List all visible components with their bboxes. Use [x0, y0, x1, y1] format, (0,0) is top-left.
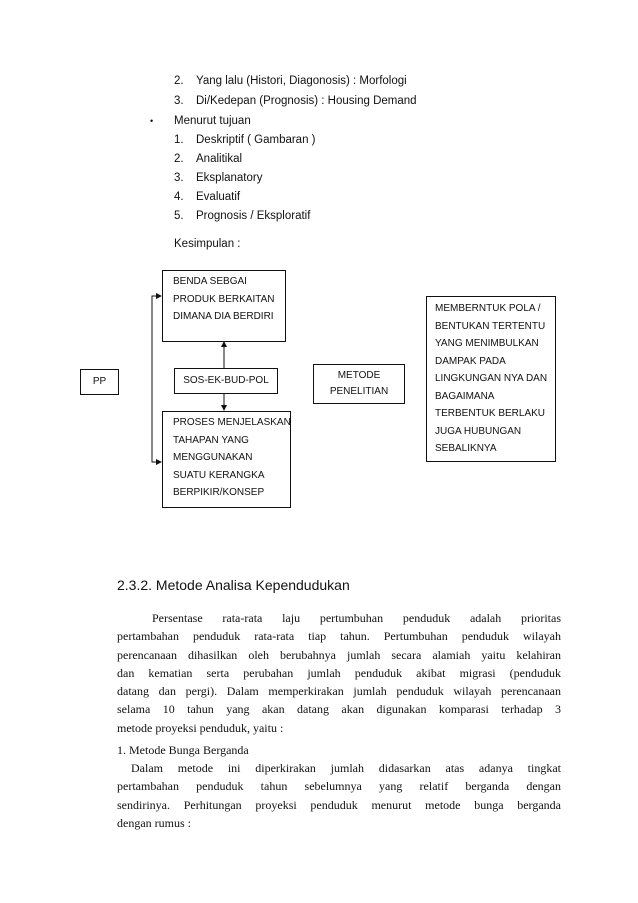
paragraph-line: selama 10 tahun yang akan datang akan digunakan komparasi terhadap 3 — [117, 702, 561, 717]
paragraph-line: pertambahan penduduk tahun sebelumnya yang relatif berganda dengan — [117, 779, 561, 794]
list-text: Prognosis / Eksploratif — [196, 210, 311, 222]
box-line: BAGAIMANA — [435, 390, 495, 402]
bracket-line — [152, 296, 161, 462]
box-line: SUATU KERANGKA — [173, 469, 265, 481]
method-title: 1. Metode Bunga Berganda — [117, 743, 249, 757]
box-line: MENGGUNAKAN — [173, 452, 253, 463]
box-line: LINGKUNGAN NYA DAN — [435, 373, 548, 384]
paragraph-line: datang dan pergi). Dalam memperkirakan jumlah penduduk wilayah perencanaan — [117, 684, 561, 699]
box-line: PROSES MENJELASKAN — [173, 417, 291, 428]
box-line: SEBALIKNYA — [435, 443, 497, 454]
paragraph-line: dan kematian serta perubahan jumlah penduduk akibat migrasi (penduduk — [117, 665, 561, 680]
kesimpulan-label: Kesimpulan : — [174, 238, 241, 250]
box-line: DAMPAK PADA — [435, 355, 506, 367]
box-line: TAHAPAN YANG — [173, 434, 249, 446]
paragraph-line: sendirinya. Perhitungan proyeksi penduduk menurut metode bunga berganda — [117, 797, 561, 812]
list-number: 2. — [174, 75, 184, 87]
paragraph — [117, 759, 561, 832]
box-line: SOS-EK-BUD-POL — [183, 375, 269, 386]
box-line: DIMANA DIA BERDIRI — [173, 311, 274, 322]
paragraph-line: Dalam metode ini diperkirakan jumlah didasarkan atas adanya tingkat — [131, 761, 561, 775]
proses-box — [162, 411, 291, 508]
pola-box — [426, 296, 556, 462]
list-text: Eksplanatory — [196, 172, 263, 184]
list-text: Di/Kedepan (Prognosis) : Housing Demand — [196, 95, 417, 107]
paragraph-line: perencanaan dihasilkan oleh berubahnya jumlah secara alamiah yaitu kelahiran — [117, 647, 561, 662]
box-line: MEMBERNTUK POLA / — [435, 303, 541, 314]
list-number: 2. — [174, 153, 184, 165]
paragraph-line: pertambahan penduduk rata-rata tiap tahun. Pertumbuhan penduduk wilayah — [117, 629, 561, 644]
produk-box — [162, 270, 286, 342]
section-heading: 2.3.2. Metode Analisa Kependudukan — [117, 577, 350, 593]
paragraph-line: Persentase rata-rata laju pertumbuhan penduduk adalah prioritas — [152, 611, 561, 625]
list-number: 4. — [174, 191, 184, 203]
bullet-text: Menurut tujuan — [174, 115, 251, 127]
pp-box — [80, 369, 119, 395]
box-line: TERBENTUK BERLAKU — [435, 408, 546, 419]
box-line: BERPIKIR/KONSEP — [173, 487, 265, 498]
list-text: Evaluatif — [196, 191, 241, 203]
list-number: 3. — [174, 172, 184, 184]
box-line: JUGA HUBUNGAN — [435, 425, 522, 437]
sosekbudpol-box — [174, 368, 278, 394]
paragraph-line: dengan rumus : — [117, 815, 191, 830]
list-number: 5. — [174, 210, 184, 222]
box-line: METODE — [337, 370, 381, 381]
box-line: BENTUKAN TERTENTU — [435, 320, 546, 332]
pp-label: PP — [92, 376, 107, 387]
box-line: YANG MENIMBULKAN — [435, 338, 539, 349]
list-number: 1. — [174, 134, 184, 146]
metode-box — [313, 364, 405, 404]
paragraph — [117, 609, 561, 737]
bullet-icon: • — [150, 116, 154, 126]
box-line: BENDA SEBGAI — [173, 276, 247, 287]
paragraph-line: metode proyeksi penduduk, yaitu : — [117, 720, 284, 735]
list-text: Deskriptif ( Gambaran ) — [196, 134, 316, 146]
list-text: Yang lalu (Histori, Diagonosis) : Morfologi — [196, 75, 407, 87]
box-line: PRODUK BERKAITAN — [173, 293, 275, 305]
list-text: Analitikal — [196, 153, 243, 165]
list-number: 3. — [174, 95, 184, 107]
box-line: PENELITIAN — [329, 386, 389, 397]
